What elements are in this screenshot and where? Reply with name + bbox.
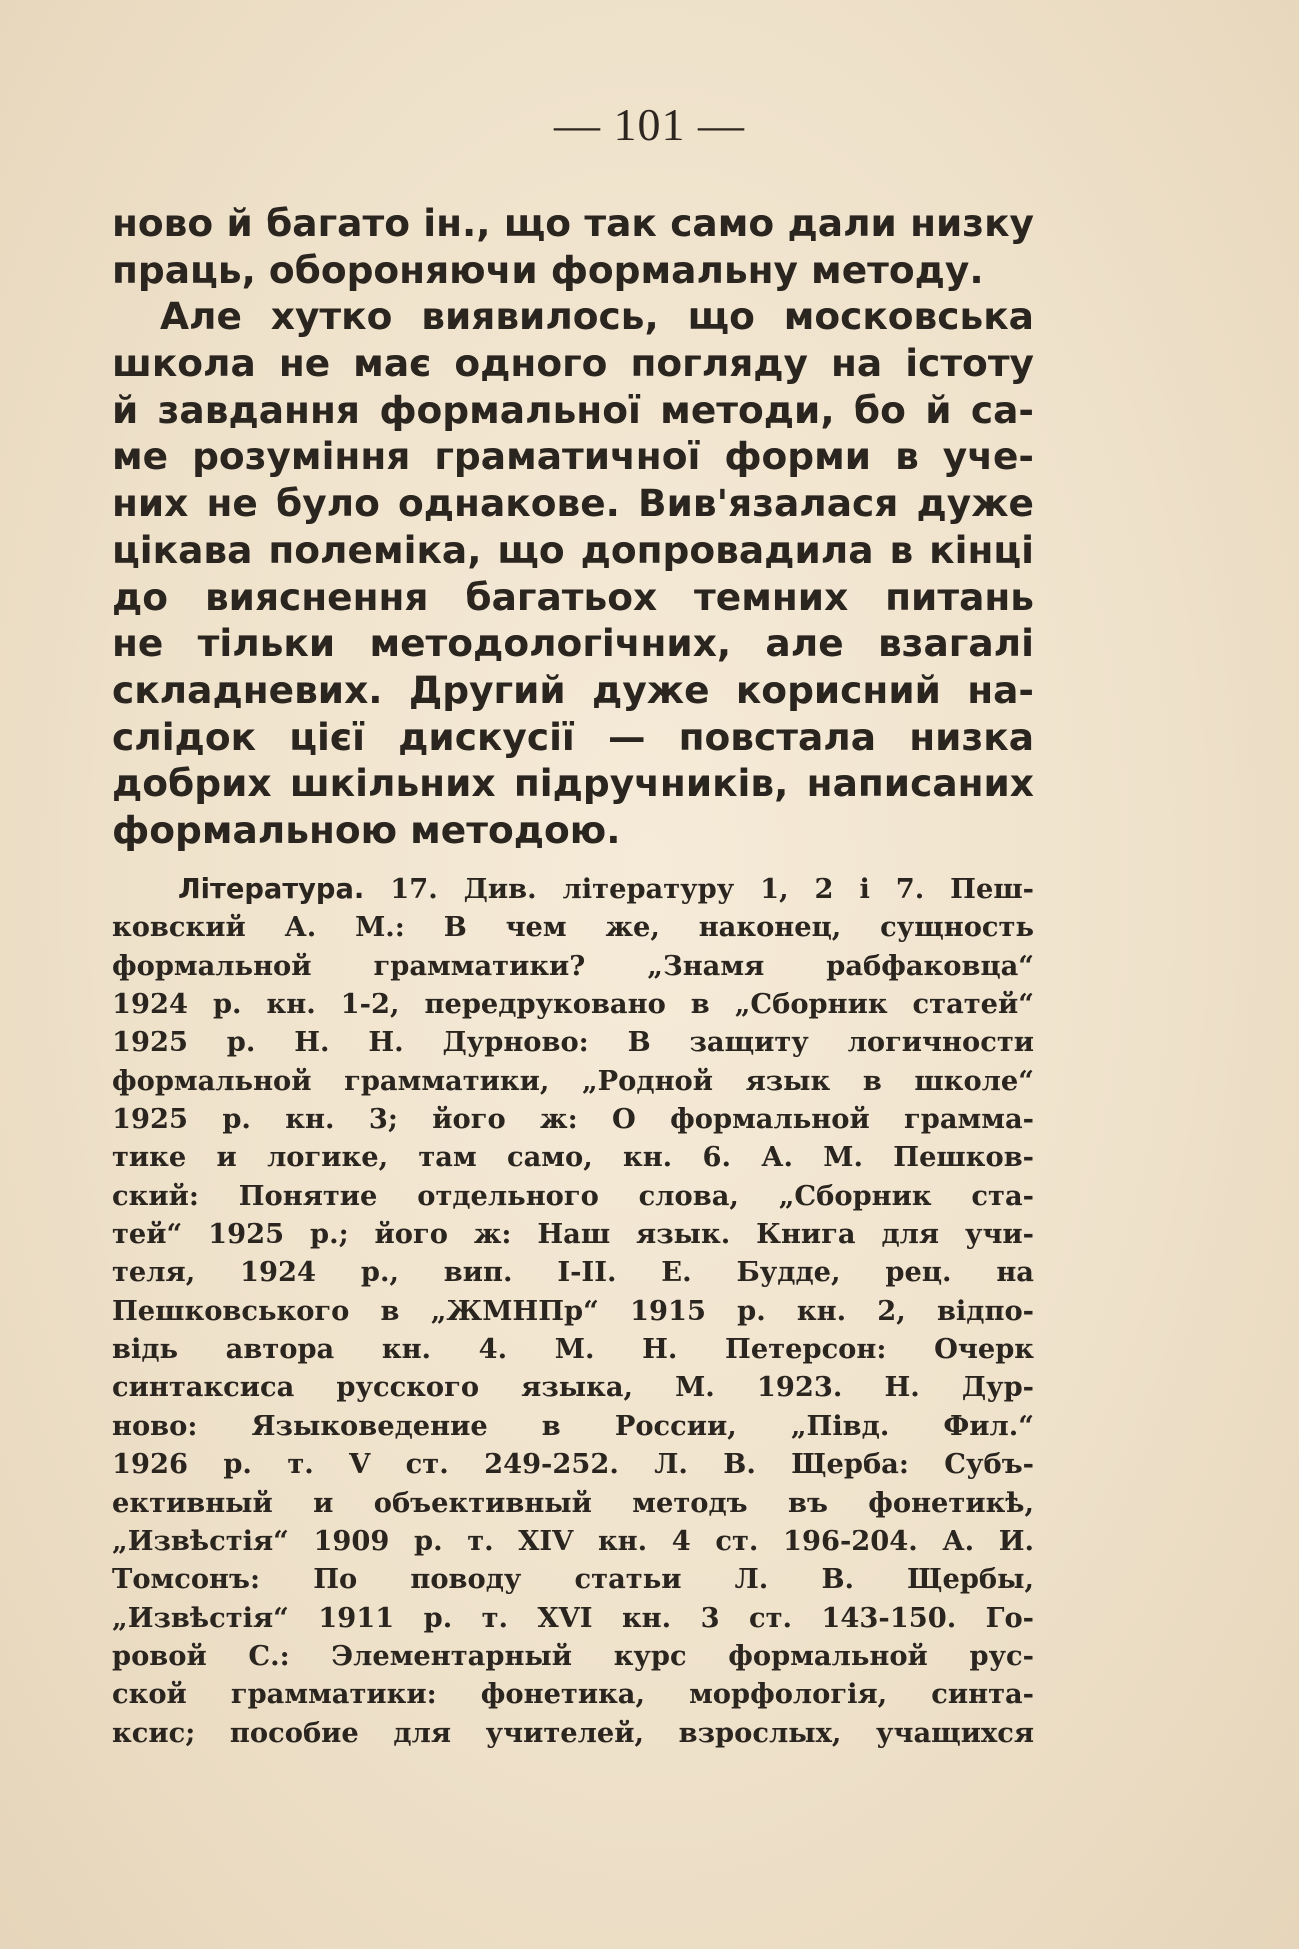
main-text xyxy=(112,200,1034,854)
page-number: — 101 — xyxy=(554,99,745,150)
text-line: й завдання формальної методи, бо й са- xyxy=(112,387,1034,432)
literature-line: „Извѣстія“ 1909 р. т. XIV кн. 4 ст. 196-204. А. И. xyxy=(112,1524,1034,1557)
text-line: слідок цієї дискусії — повстала низка xyxy=(112,714,1034,759)
literature-line: 1926 р. т. V ст. 249-252. Л. В. Щерба: Субъ- xyxy=(112,1448,1034,1481)
literature-first-line xyxy=(112,870,1034,908)
literature-line: формальной грамматики? „Знамя рабфаковца“ xyxy=(112,949,1034,982)
literature-line: 1925 р. Н. Н. Дурново: В защиту логичности xyxy=(112,1026,1034,1059)
literature-heading: Література. xyxy=(178,874,365,905)
literature-line: 1925 р. кн. 3; його ж: О формальной грамма- xyxy=(112,1103,1034,1136)
literature-line-rest: 17. Див. літературу 1, 2 і 7. Пеш- xyxy=(390,873,1034,905)
text-line: школа не має одного погляду на істоту xyxy=(112,341,1034,386)
literature-line: ровой С.: Элементарный курс формальной рус- xyxy=(112,1639,1034,1672)
text-line: ново й багато ін., що так само дали низку xyxy=(112,201,1034,245)
literature-line: ективный и объективный методъ въ фонетикѣ, xyxy=(112,1486,1034,1519)
literature-line: відь автора кн. 4. М. Н. Петерсон: Очерк xyxy=(112,1333,1034,1366)
literature-line: ский: Понятие отдельного слова, „Сборник ста- xyxy=(112,1179,1034,1212)
literature-line: 1924 р. кн. 1-2, передруковано в „Сборник статей“ xyxy=(112,988,1034,1021)
literature-line: теля, 1924 р., вип. I-II. Е. Будде, рец. на xyxy=(112,1256,1034,1289)
literature-line: тике и логике, там само, кн. 6. А. М. Пешков- xyxy=(112,1141,1034,1174)
literature-line: формальной грамматики, „Родной язык в школе“ xyxy=(112,1064,1034,1097)
literature-line: ской грамматики: фонетика, морфологія, синта- xyxy=(112,1678,1034,1711)
text-line: цікава полеміка, що допровадила в кінці xyxy=(112,527,1034,572)
text-line: них не було однакове. Вив'язалася дуже xyxy=(112,481,1034,526)
text-line: не тільки методологічних, але взагалі xyxy=(112,621,1034,666)
literature-line: тей“ 1925 р.; його ж: Наш язык. Книга для учи- xyxy=(112,1218,1034,1251)
text-line: Але хутко виявилось, що московська xyxy=(160,294,1034,339)
text-line: складневих. Другий дуже корисний на- xyxy=(112,667,1034,712)
text-line: ме розуміння граматичної форми в уче- xyxy=(112,434,1034,479)
text-line: до вияснення багатьох темних питань xyxy=(112,574,1034,619)
literature-line: Пешковського в „ЖМНПр“ 1915 р. кн. 2, відпо- xyxy=(112,1294,1034,1327)
text-line: добрих шкільних підручників, написаних xyxy=(112,761,1034,806)
literature-line: „Извѣстія“ 1911 р. т. XVI кн. 3 ст. 143-150. Го- xyxy=(112,1601,1034,1634)
literature-section xyxy=(112,870,1034,1752)
literature-line: синтаксиса русского языка, М. 1923. Н. Дур- xyxy=(112,1371,1034,1404)
literature-line: ксис; пособие для учителей, взрослых, учащихся xyxy=(112,1716,1034,1749)
literature-line: ковский А. М.: В чем же, наконец, сущность xyxy=(112,911,1034,944)
text-line: праць, обороняючи формальну методу. xyxy=(112,247,984,292)
literature-line: ново: Языковедение в России, „Півд. Фил.“ xyxy=(112,1409,1034,1442)
text-line: формальною методою. xyxy=(112,807,621,852)
literature-line: Томсонъ: По поводу статьи Л. В. Щербы, xyxy=(112,1563,1034,1596)
